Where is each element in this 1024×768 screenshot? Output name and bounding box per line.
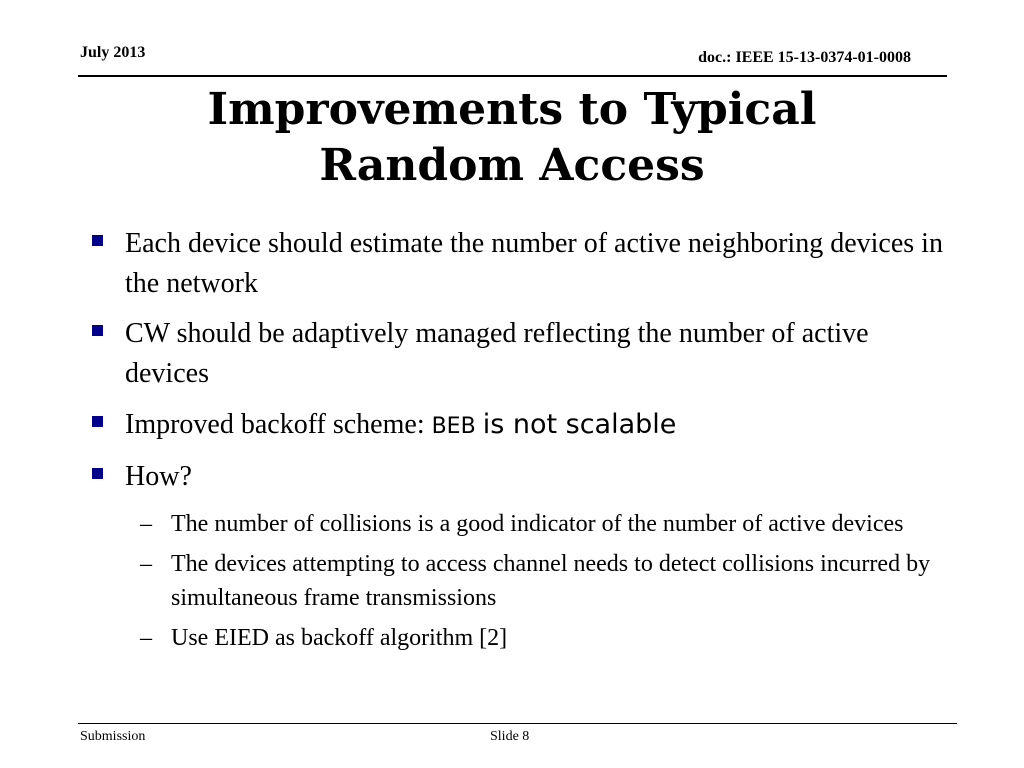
dash-bullet-icon: – xyxy=(140,511,152,537)
sub-bullet-item xyxy=(88,507,948,541)
header-doc-id: doc.: IEEE 15-13-0374-01-0008 xyxy=(698,49,911,66)
sub-bullet-text: Use EIED as backoff algorithm [2] xyxy=(171,625,508,651)
footer-submission: Submission xyxy=(80,729,146,744)
dash-bullet-icon: – xyxy=(140,625,152,651)
square-bullet-icon xyxy=(92,468,103,479)
square-bullet-icon xyxy=(92,416,103,427)
bullet-text: Each device should estimate the number of active neighboring devices in the network xyxy=(125,228,943,299)
square-bullet-icon xyxy=(92,235,103,246)
bullet-list xyxy=(88,224,948,655)
slide-title-line-1: Improvements to Typical xyxy=(207,84,817,135)
square-bullet-icon xyxy=(92,325,103,336)
sub-bullet-text: The devices attempting to access channel needs to detect collisions incurred by simultaneous frame transmissions xyxy=(171,551,931,611)
bullet-text: CW should be adaptively managed reflecting the number of active devices xyxy=(125,318,869,389)
bullet-item xyxy=(88,314,948,394)
bullet-text-beb: BEB xyxy=(431,414,483,439)
slide-title-line-2: Random Access xyxy=(319,140,705,191)
footer-divider xyxy=(78,723,957,724)
bullet-item xyxy=(88,405,948,447)
slide-title xyxy=(0,82,1024,194)
header-date: July 2013 xyxy=(80,44,146,61)
header-divider xyxy=(78,75,947,77)
bullet-item xyxy=(88,224,948,304)
sub-bullet-item xyxy=(88,547,948,615)
bullet-text: How? xyxy=(125,461,192,492)
sub-bullet-item xyxy=(88,621,948,655)
sub-bullet-text: The number of collisions is a good indicator of the number of active devices xyxy=(171,511,904,537)
bullet-text-suffix: is not scalable xyxy=(482,409,677,440)
bullet-item xyxy=(88,457,948,497)
footer-slide-number: Slide 8 xyxy=(490,729,530,744)
dash-bullet-icon: – xyxy=(140,551,152,577)
bullet-text-prefix: Improved backoff scheme: xyxy=(125,409,432,440)
